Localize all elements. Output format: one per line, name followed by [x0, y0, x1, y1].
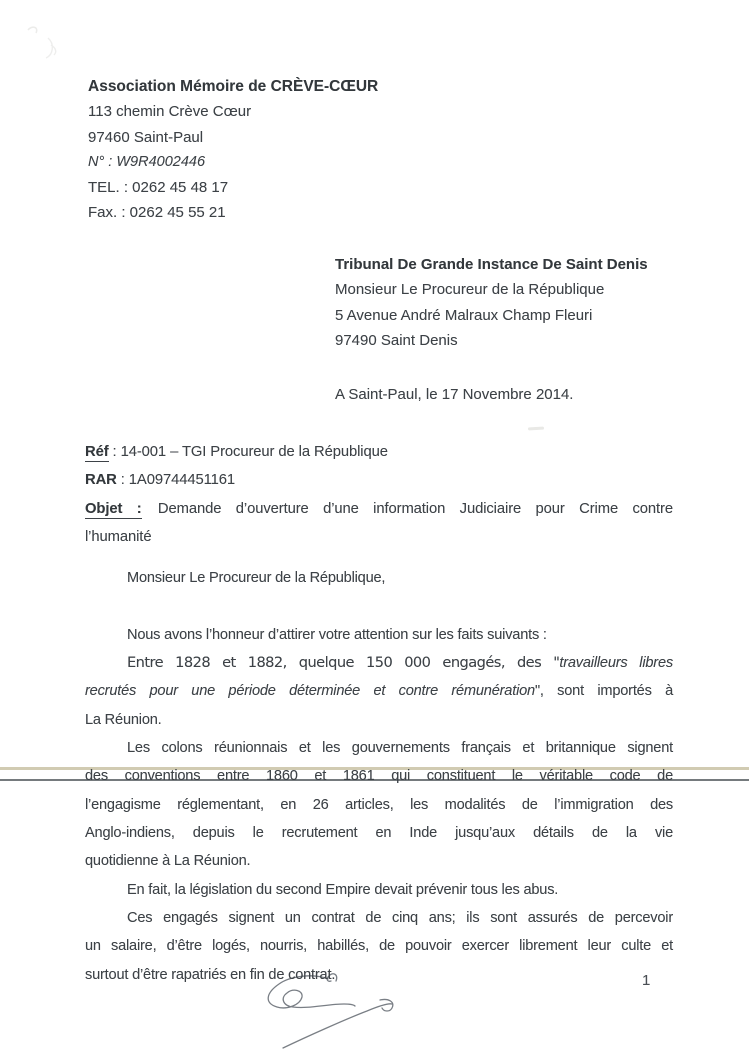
scan-smudge-mark	[18, 18, 78, 63]
objet-label: Objet :	[85, 500, 142, 517]
body-line: Les colons réunionnais et les gouvernements français et britannique signent	[127, 740, 673, 757]
body-line: Anglo-indiens, depuis le recrutement en Inde jusqu’aux détails de la vie	[85, 825, 673, 842]
sender-street: 113 chemin Crève Cœur	[88, 103, 252, 121]
sender-name: Association Mémoire de CRÈVE-CŒUR	[88, 78, 379, 95]
objet-line-continued: l’humanité	[85, 529, 152, 546]
body-line: des conventions entre 1860 et 1861 qui constituent le véritable code de	[85, 768, 673, 785]
recipient-institution: Tribunal De Grande Instance De Saint Denis	[335, 256, 648, 273]
ref-value: : 14-001 – TGI Procureur de la République	[108, 444, 388, 460]
objet-value: Demande d’ouverture d’une information Judiciaire pour Crime contre	[143, 500, 673, 517]
body-line: surtout d’être rapatriés en fin de contrat.	[85, 966, 336, 983]
ref-line	[85, 438, 673, 466]
sender-registration-number: N° : W9R4002446	[88, 153, 206, 170]
sender-block	[88, 74, 378, 226]
sender-fax: Fax. : 0262 45 55 21	[88, 204, 226, 222]
reference-block	[85, 438, 673, 551]
body-line: En fait, la législation du second Empire devait prévenir tous les abus.	[127, 881, 559, 898]
recipient-block	[335, 252, 648, 354]
objet-line	[85, 495, 673, 523]
rar-line	[85, 466, 673, 494]
recipient-street: 5 Avenue André Malraux Champ Fleuri	[335, 306, 593, 324]
body-line: l’engagisme réglementant, en 26 articles, les modalités de l’immigration des	[85, 796, 673, 813]
rar-label: RAR	[85, 472, 117, 489]
body-line: La Réunion.	[85, 711, 162, 728]
body-line: Ces engagés signent un contrat de cinq ans; ils sont assurés de percevoir	[127, 910, 673, 927]
salutation-line: Monsieur Le Procureur de la République,	[127, 570, 386, 586]
recipient-city: 97490 Saint Denis	[335, 332, 458, 350]
sender-city: 97460 Saint-Paul	[88, 128, 204, 146]
scan-smudge-dash	[528, 427, 544, 431]
body-line: Entre 1828 et 1882, quelque 150 000 engagés, des "travailleurs libres	[127, 654, 673, 672]
sender-phone: TEL. : 0262 45 48 17	[88, 179, 229, 197]
ref-label: Réf	[85, 444, 109, 460]
date-line: A Saint-Paul, le 17 Novembre 2014.	[335, 386, 574, 403]
body-line: un salaire, d’être logés, nourris, habillés, de pouvoir exercer librement leur culte et	[85, 938, 673, 955]
page-number: 1	[642, 972, 651, 989]
body-line: quotidienne à La Réunion.	[85, 853, 251, 870]
body-line: Nous avons l’honneur d’attirer votre attention sur les faits suivants :	[127, 626, 547, 643]
body-line: recrutés pour une période déterminée et contre rémunération", sont importés à	[85, 683, 673, 700]
recipient-addressee: Monsieur Le Procureur de la République	[335, 281, 605, 299]
rar-value: : 1A09744451161	[116, 472, 236, 489]
letter-body	[85, 564, 673, 989]
